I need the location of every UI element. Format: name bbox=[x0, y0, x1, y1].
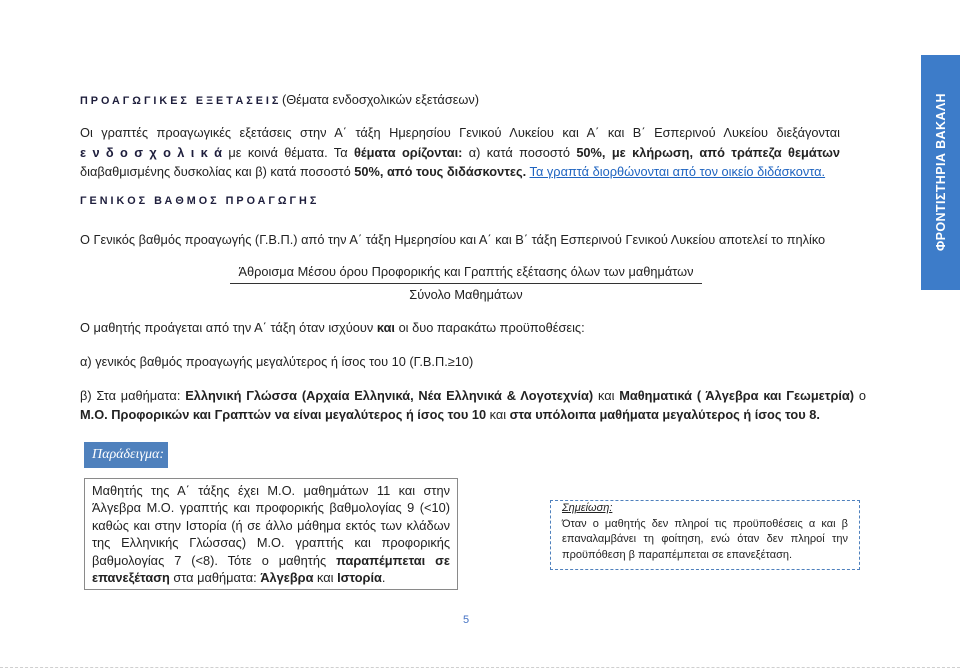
example-label: Παράδειγμα: bbox=[92, 447, 164, 462]
example-bold-text: παραπέμπεται σε bbox=[336, 552, 450, 568]
example-text: και bbox=[317, 569, 334, 585]
intro-text: διαβαθμισμένης δυσκολίας και β) κατά ποσοστό bbox=[80, 164, 351, 179]
definition-line bbox=[80, 231, 825, 249]
example-box bbox=[84, 478, 458, 590]
condition-a-text: α) γενικός βαθμός προαγωγής μεγαλύτερος ή ίσος του 10 (Γ.Β.Π.≥10) bbox=[80, 354, 474, 369]
condition-b-line-2 bbox=[80, 406, 820, 424]
intro-bold-text: 50%, από τους διδάσκοντες. bbox=[354, 164, 527, 179]
example-line bbox=[92, 499, 450, 516]
note-line bbox=[562, 517, 848, 533]
note-text: προϋπόθεση β παραπέμπεται σε επανεξέταση. bbox=[562, 548, 793, 561]
intro-text: Οι γραπτές προαγωγικές εξετάσεις στην Α΄ τάξη Ημερησίου Γενικού Λυκείου και Α΄ και Β΄ Εσπερινού Λυκείου διεξάγονται bbox=[80, 125, 840, 140]
note-box bbox=[550, 500, 860, 570]
promotion-text: οι δυο παρακάτω προϋποθέσεις: bbox=[398, 320, 585, 335]
intro-emphasis: ε ν δ ο σ χ ο λ ι κ ά bbox=[80, 145, 223, 160]
condition-a-line bbox=[80, 353, 473, 371]
brand-name: ΦΡΟΝΤΙΣΤΗΡΙΑ ΒΑΚΑΛΗ bbox=[933, 93, 948, 252]
example-bold-text: Άλγεβρα bbox=[260, 569, 314, 585]
document-title: Π Ρ Ο Α Γ Ω Γ Ι Κ Ε Σ Ε Ξ Ε Τ Α Σ Ε Ι Σ bbox=[80, 95, 279, 107]
intro-line-3 bbox=[80, 163, 825, 181]
page-number: 5 bbox=[462, 614, 470, 626]
example-text: καθώς και στην Ιστορία (ή σε άλλο μάθημα εκτός των κλάδων bbox=[92, 517, 450, 533]
condition-b-text: και bbox=[489, 407, 507, 422]
example-text: βαθμολογίας 7 (<8). Τότε ο μαθητής bbox=[92, 552, 327, 568]
example-line bbox=[92, 552, 450, 569]
brand-sidebar bbox=[921, 55, 960, 290]
fraction-denominator: Σύνολο Μαθημάτων bbox=[409, 287, 523, 302]
condition-b-bold-text: στα υπόλοιπα μαθήματα μεγαλύτερος ή ίσος του 8. bbox=[509, 407, 820, 422]
condition-b-bold-text: Ελληνική Γλώσσα (Αρχαία Ελληνικά, Νέα Ελληνικά & Λογοτεχνία) bbox=[185, 388, 594, 403]
condition-b-line-1 bbox=[80, 387, 866, 405]
promotion-text: Ο μαθητής προάγεται από την Α΄ τάξη όταν ισχύουν bbox=[80, 320, 374, 335]
intro-text: με κοινά θέματα. Τα bbox=[228, 145, 348, 160]
promotion-bold-text: και bbox=[376, 320, 395, 335]
intro-highlighted-text: Τα γραπτά διορθώνονται από τον οικείο διδάσκοντα. bbox=[529, 164, 826, 179]
example-label-badge bbox=[84, 442, 168, 468]
note-label-line bbox=[562, 501, 848, 517]
example-line bbox=[92, 534, 450, 551]
document-subtitle: (Θέματα ενδοσχολικών εξετάσεων) bbox=[281, 92, 480, 107]
condition-b-bold-text: Μ.Ο. Προφορικών και Γραπτών να είναι μεγαλύτερος ή ίσος του 10 bbox=[80, 407, 487, 422]
condition-b-text: β) Στα μαθήματα: bbox=[80, 388, 181, 403]
note-text: επαναλαμβάνει τη φοίτηση, ενώ όταν δεν πληροί την bbox=[562, 533, 848, 546]
intro-line-1 bbox=[80, 124, 840, 142]
condition-b-bold-text: Μαθηματικά ( Άλγεβρα και Γεωμετρία) bbox=[619, 388, 855, 403]
fraction-numerator: Άθροισμα Μέσου όρου Προφορικής και Γραπτής εξέτασης όλων των μαθημάτων bbox=[230, 263, 702, 284]
title-line bbox=[80, 91, 479, 109]
example-line bbox=[92, 482, 450, 499]
condition-b-text: και bbox=[597, 388, 615, 403]
example-text: Άλγεβρα Μ.Ο. γραπτής και προφορικής βαθμολογίας 9 (<10) bbox=[92, 500, 450, 516]
note-line bbox=[562, 532, 848, 548]
promotion-intro-line bbox=[80, 319, 585, 337]
example-line bbox=[92, 569, 450, 586]
grade-formula-fraction bbox=[230, 263, 702, 304]
example-bold-text: Ιστορία bbox=[337, 569, 382, 585]
section-heading-line bbox=[80, 191, 316, 209]
example-text: . bbox=[381, 569, 386, 585]
definition-text: Ο Γενικός βαθμός προαγωγής (Γ.Β.Π.) από την Α΄ τάξη Ημερησίου και Α΄ και Β΄ τάξη Εσπερινού Γενικού Λυκείου αποτελεί το πηλίκο bbox=[80, 232, 826, 247]
intro-bold-text: θέματα ορίζονται: bbox=[353, 145, 463, 160]
example-text: στα μαθήματα: bbox=[173, 569, 257, 585]
example-text: Μαθητής της Α΄ τάξης έχει Μ.Ο. μαθημάτων 11 και στην bbox=[92, 483, 450, 498]
example-text: της Ελληνικής Γλώσσας) Μ.Ο. γραπτής και προφορικής bbox=[92, 535, 450, 551]
note-label: Σημείωση: bbox=[562, 502, 613, 514]
example-line bbox=[92, 517, 450, 534]
section-heading: Γ Ε Ν Ι Κ Ο Σ Β Α Θ Μ Ο Σ Π Ρ Ο Α Γ Ω Γ Η Σ bbox=[80, 195, 317, 207]
intro-line-2 bbox=[80, 144, 840, 162]
intro-bold-text: 50%, με κλήρωση, από τράπεζα θεμάτων bbox=[576, 145, 840, 160]
note-text: Όταν ο μαθητής δεν πληροί τις προϋποθέσεις α και β bbox=[562, 517, 848, 530]
page-bottom-divider bbox=[0, 667, 960, 668]
example-bold-text: επανεξέταση bbox=[92, 569, 170, 585]
note-line bbox=[562, 548, 848, 564]
condition-b-text: ο bbox=[858, 388, 866, 403]
intro-text: α) κατά ποσοστό bbox=[468, 145, 570, 160]
